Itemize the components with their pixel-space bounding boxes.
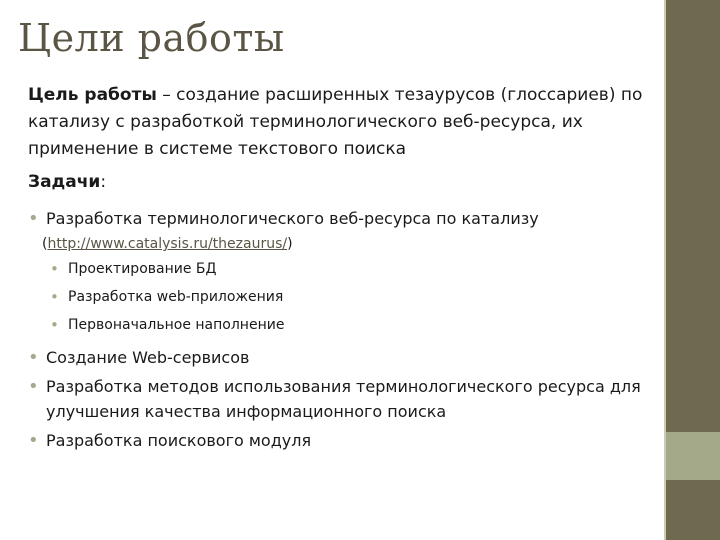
bullet-icon: •	[50, 260, 59, 278]
sidebar-accent-block	[666, 432, 720, 480]
sub-bullet-item-2	[28, 283, 658, 311]
url-open-paren: (	[42, 236, 48, 252]
goal-label: Цель работы	[28, 85, 157, 105]
sub-bullet-text: Проектирование БД	[68, 261, 217, 277]
goal-paragraph	[28, 82, 658, 163]
bullet-icon: •	[50, 288, 59, 306]
catalysis-url-line	[28, 233, 658, 255]
sub-bullet-item-3	[28, 311, 658, 339]
bullet-icon: •	[28, 347, 39, 368]
slide-title: Цели работы	[18, 16, 285, 60]
tasks-colon: :	[100, 172, 107, 192]
tasks-heading	[28, 169, 658, 196]
bullet-item-2	[28, 345, 658, 370]
sub-bullet-item-1	[28, 255, 658, 283]
sub-bullet-text: Первоначальное наполнение	[68, 317, 285, 333]
bullet-item-3	[28, 374, 658, 424]
thezaurus-link[interactable]: http://www.catalysis.ru/thezaurus/	[47, 236, 288, 252]
bullet-text: Разработка поискового модуля	[46, 431, 312, 450]
bullet-item-4	[28, 428, 658, 453]
goal-text: – создание расширенных тезаурусов (глоссариев) по катализу с разработкой терминологического веб-ресурса, их применение в системе текстового поиска	[28, 85, 643, 159]
bullet-text: Создание Web-сервисов	[46, 348, 250, 367]
bullet-text: Разработка терминологического веб-ресурса по катализу	[46, 209, 539, 228]
bullet-text: Разработка методов использования терминологического ресурса для улучшения качества информационного поиска	[46, 377, 641, 421]
bullet-icon: •	[50, 316, 59, 334]
bullet-icon: •	[28, 208, 39, 229]
slide-content	[28, 82, 658, 453]
url-close-paren: )	[287, 236, 293, 252]
tasks-label: Задачи	[28, 172, 101, 192]
bullet-icon: •	[28, 430, 39, 451]
sub-bullet-text: Разработка web-приложения	[68, 289, 284, 305]
bullet-item-1	[28, 206, 658, 231]
bullet-icon: •	[28, 376, 39, 397]
